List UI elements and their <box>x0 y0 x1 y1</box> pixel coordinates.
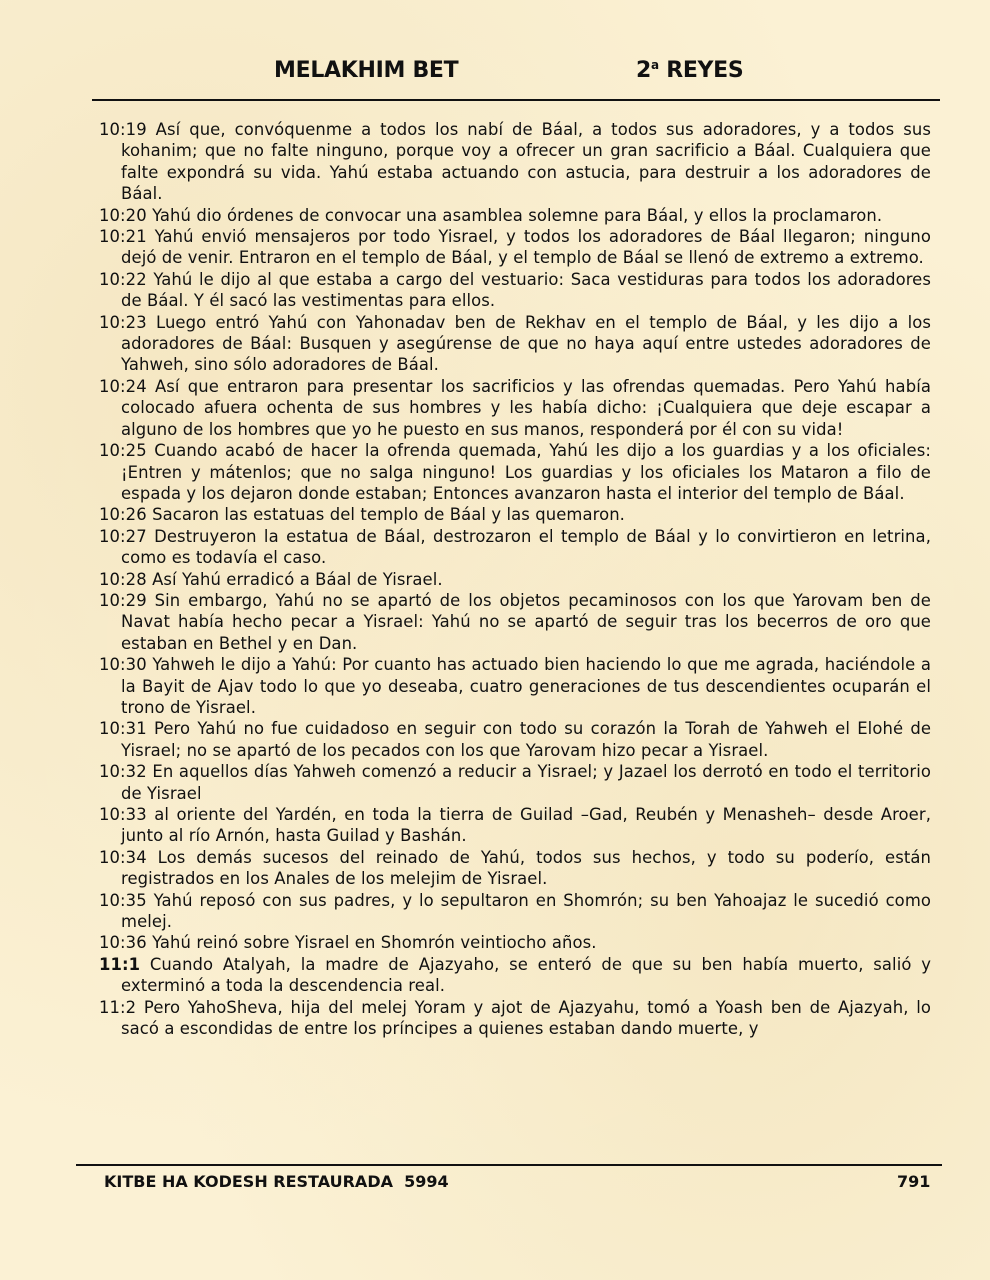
verse-ref: 10:33 <box>99 805 147 824</box>
verse-text: Cuando Atalyah, la madre de Ajazyaho, se enteró de que su ben había muerto, salió y exterminó a toda la descendencia real. <box>121 954 931 996</box>
footer-rule <box>76 1164 942 1166</box>
verse-text: Así Yahú erradicó a Báal de Yisrael. <box>152 569 443 589</box>
verse <box>99 654 931 718</box>
verse <box>99 226 931 269</box>
verse-ref: 10:21 <box>99 227 147 247</box>
verse <box>99 890 931 933</box>
verse <box>99 718 931 761</box>
verse <box>99 376 931 440</box>
verse-ref: 10:36 <box>99 933 147 953</box>
page-number: 791 <box>897 1172 931 1191</box>
verse <box>99 312 931 376</box>
book-name: REYES <box>666 58 744 83</box>
verse-text: Yahú dio órdenes de convocar una asamblea solemne para Báal, y ellos la proclamaron. <box>152 205 883 225</box>
book-number-ordinal: a <box>651 58 659 72</box>
verse-ref: 10:31 <box>99 719 147 739</box>
book-number: 2 <box>636 58 652 83</box>
verse-text: Luego entró Yahú con Yahonadav ben de Rekhav en el templo de Báal, y les dijo a los adoradores de Báal: Busquen y asegúrense de que no haya aquí entre ustedes adoradores de Yahweh, sino sólo adoradores de Báal. <box>121 312 932 375</box>
verse-ref: 10:24 <box>99 376 147 396</box>
book-title-spanish <box>636 58 743 83</box>
verse <box>99 269 931 312</box>
verse-ref: 11:1 <box>99 954 141 974</box>
verse-text: Sin embargo, Yahú no se apartó de los objetos pecaminosos con los que Yarovam ben de Navat había hecho pecar a Yisrael: Yahú no se apartó de seguir tras los becerros de oro que estaban en Bethel y en Dan. <box>121 590 931 653</box>
page-header <box>0 58 990 92</box>
verse-text: Destruyeron la estatua de Báal, destrozaron el templo de Báal y lo convirtieron en letrina, como es todavía el caso. <box>121 526 931 568</box>
verse <box>99 526 931 569</box>
verse-list <box>99 119 931 1039</box>
verse-chapter-start <box>99 954 931 997</box>
verse-ref: 10:23 <box>99 312 147 332</box>
verse-ref: 10:20 <box>99 205 147 225</box>
verse <box>99 590 931 654</box>
book-title-hebrew: MELAKHIM BET <box>274 58 459 83</box>
verse-ref: 10:30 <box>99 655 147 675</box>
verse-ref: 10:32 <box>99 762 147 782</box>
verse <box>99 504 931 525</box>
verse <box>99 847 931 890</box>
verse <box>99 804 931 847</box>
verse-ref: 10:29 <box>99 590 147 610</box>
verse-ref: 10:35 <box>99 890 147 910</box>
verse-text: Sacaron las estatuas del templo de Báal y las quemaron. <box>152 505 625 525</box>
verse <box>99 761 931 804</box>
verse-text: Yahweh le dijo a Yahú: Por cuanto has actuado bien haciendo lo que me agrada, haciéndole a la Bayit de Ajav todo lo que yo deseaba, cuatro generaciones de tus descendientes ocuparán el trono de Yisrael. <box>121 655 931 717</box>
verse-text: Así que, convóquenme a todos los nabí de Báal, a todos sus adoradores, y a todos sus kohanim; que no falte ninguno, porque voy a ofrecer un gran sacrificio a Báal. Cualquiera que falte expondrá su vida. Yahú estaba actuando con astucia, para destruir a los adoradores de Báal. <box>121 120 932 204</box>
verse-ref: 11:2 <box>99 997 137 1017</box>
verse <box>99 119 931 205</box>
footer-book-title: KITBE HA KODESH RESTAURADA 5994 <box>104 1172 449 1191</box>
verse-text: Yahú reposó con sus padres, y lo sepultaron en Shomrón; su ben Yahoajaz le sucedió como melej. <box>121 890 932 932</box>
verse <box>99 569 931 590</box>
header-rule <box>92 99 940 101</box>
verse-ref: 10:25 <box>99 441 147 461</box>
verse-text: Cuando acabó de hacer la ofrenda quemada, Yahú les dijo a los guardias y a los oficiales: ¡Entren y mátenlos; que no salga ninguno! Los guardias y los oficiales los Mataron a filo de espada y los dejaron donde estaban; Entonces avanzaron hasta el interior del templo de Báal. <box>121 441 931 503</box>
verse-text: Los demás sucesos del reinado de Yahú, todos sus hechos, y todo su poderío, están registrados en los Anales de los melejim de Yisrael. <box>121 847 931 889</box>
verse <box>99 440 931 504</box>
verse-ref: 10:19 <box>99 120 147 139</box>
verse-ref: 10:22 <box>99 269 147 289</box>
verse-text: Así que entraron para presentar los sacrificios y las ofrendas quemadas. Pero Yahú había colocado afuera ochenta de sus hombres y les había dicho: ¡Cualquiera que deje escapar a alguno de los hombres que yo he puesto en sus manos, responderá por él con su vida! <box>121 376 931 439</box>
verse <box>99 932 931 953</box>
verse <box>99 997 931 1040</box>
verse-text: Yahú reinó sobre Yisrael en Shomrón veintiocho años. <box>152 933 597 953</box>
verse-text: Yahú le dijo al que estaba a cargo del vestuario: Saca vestiduras para todos los adoradores de Báal. Y él sacó las vestimentas para ellos. <box>121 269 931 311</box>
verse-ref: 10:28 <box>99 569 147 589</box>
verse-ref: 10:27 <box>99 526 147 546</box>
verse-text: En aquellos días Yahweh comenzó a reducir a Yisrael; y Jazael los derrotó en todo el territorio de Yisrael <box>121 762 932 803</box>
verse-text: Pero YahoSheva, hija del melej Yoram y ajot de Ajazyahu, tomó a Yoash ben de Ajazyah, lo sacó a escondidas de entre los príncipes a quienes estaban dando muerte, y <box>121 997 931 1039</box>
verse-text: al oriente del Yardén, en toda la tierra de Guilad –Gad, Reubén y Menasheh– desde Aroer, junto al río Arnón, hasta Guilad y Bashán. <box>121 805 932 846</box>
verse-text: Yahú envió mensajeros por todo Yisrael, y todos los adoradores de Báal llegaron; ninguno dejó de venir. Entraron en el templo de Báal, y el templo de Báal se llenó de extremo a extremo. <box>121 227 931 268</box>
verse <box>99 205 931 226</box>
verse-ref: 10:34 <box>99 847 147 867</box>
verse-ref: 10:26 <box>99 505 147 525</box>
verse-text: Pero Yahú no fue cuidadoso en seguir con todo su corazón la Torah de Yahweh el Elohé de Yisrael; no se apartó de los pecados con los que Yarovam hizo pecar a Yisrael. <box>121 719 932 760</box>
